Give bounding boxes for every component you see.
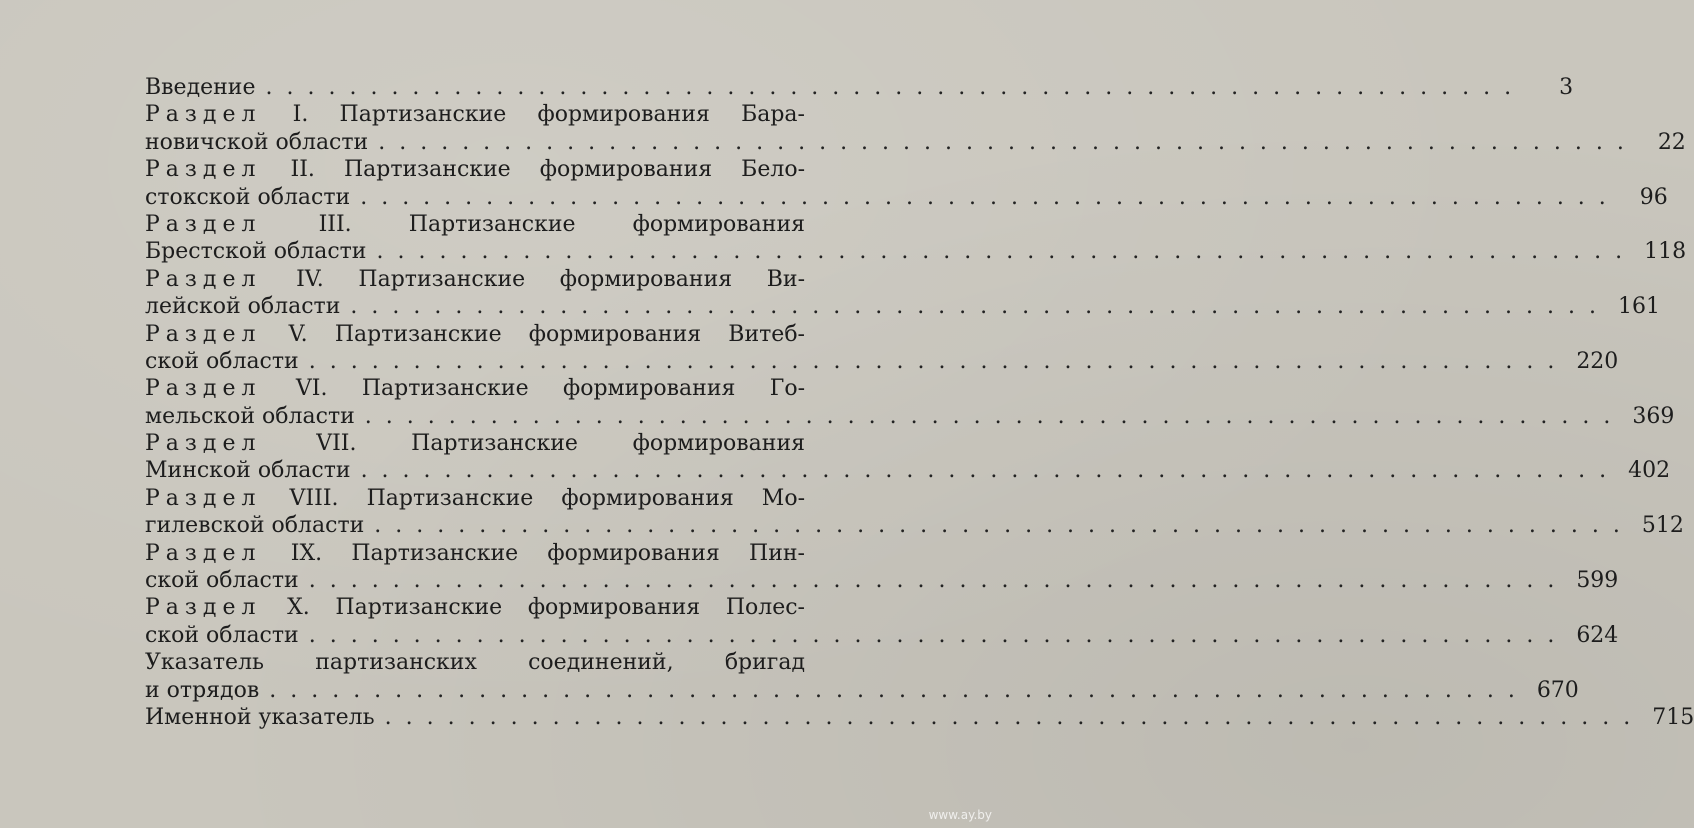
toc-entry	[145, 540, 1619, 595]
page-number: 512	[1641, 513, 1684, 539]
toc-entry-last-line	[145, 184, 1668, 211]
page-number: 402	[1628, 458, 1671, 484]
page-number: 161	[1617, 294, 1660, 320]
toc-entry	[145, 704, 1694, 731]
toc-entry-text: VI. Партизанские формирования Го-	[295, 376, 805, 402]
section-label: Раздел	[145, 485, 262, 511]
toc-entry-last-line	[145, 403, 1675, 430]
leader-dots: ............................................................	[378, 129, 1638, 155]
toc-entry	[145, 211, 1687, 266]
toc-entry	[145, 485, 1684, 540]
toc-entry-text: и отрядов	[145, 677, 260, 703]
toc-entry-text: лейской области	[145, 294, 341, 320]
toc-entry	[145, 74, 1574, 101]
toc-entry-line	[145, 375, 805, 402]
leader-dots: ............................................................	[360, 184, 1620, 210]
section-label: Раздел	[145, 376, 262, 402]
toc-entry	[145, 321, 1619, 376]
page-number: 624	[1576, 622, 1619, 648]
toc-entry-text: ской области	[145, 568, 299, 594]
toc-entry-text: ской области	[145, 348, 299, 374]
toc-entry-last-line	[145, 238, 1687, 265]
leader-dots: ............................................................	[364, 403, 1625, 429]
toc-entry-text: ской области	[145, 622, 299, 648]
page-number: 3	[1559, 75, 1574, 100]
page-number: 220	[1576, 348, 1619, 374]
toc-entry-text: мельской области	[145, 403, 355, 429]
page-number: 118	[1644, 239, 1687, 265]
leader-dots: ............................................................	[376, 239, 1637, 265]
toc-entry-last-line	[145, 457, 1671, 484]
leader-dots: ............................................................	[269, 677, 1529, 703]
toc-entry-line	[145, 101, 805, 128]
toc-entry	[145, 156, 1668, 211]
leader-dots: ............................................................	[350, 294, 1610, 320]
leader-dots: ............................................................	[360, 458, 1621, 484]
section-label: Раздел	[145, 211, 262, 237]
toc-entry-text: X. Партизанские формирования Полес-	[287, 595, 805, 621]
toc-entry-text: Введение	[145, 75, 256, 100]
table-of-contents	[145, 74, 1694, 731]
toc-entry-text: новичской области	[145, 129, 369, 155]
toc-entry-last-line	[145, 677, 1579, 704]
toc-entry-text: V. Партизанские формирования Витеб-	[288, 321, 805, 347]
toc-entry-text: II. Партизанские формирования Бело-	[290, 157, 805, 183]
toc-entry-last-line	[145, 348, 1619, 375]
section-label: Раздел	[145, 157, 262, 183]
toc-entry-last-line	[145, 512, 1684, 539]
leader-dots: ............................................................	[308, 622, 1569, 648]
page-number: 369	[1632, 403, 1675, 429]
section-label: Раздел	[145, 266, 262, 292]
page-number: 599	[1576, 568, 1619, 594]
toc-entry-text: IV. Партизанские формирования Ви-	[296, 266, 805, 292]
toc-entry-text: Минской области	[145, 458, 351, 484]
toc-entry	[145, 101, 1686, 156]
toc-entry-text: III. Партизанские формирования	[318, 211, 805, 237]
toc-entry-text: IX. Партизанские формирования Пин-	[290, 540, 805, 566]
toc-entry-last-line	[145, 704, 1694, 731]
toc-entry-line	[145, 649, 805, 676]
toc-entry-line	[145, 211, 805, 238]
toc-entry-text: гилевской области	[145, 513, 365, 539]
toc-entry-text: VII. Партизанские формирования	[316, 431, 805, 457]
toc-entry-text: I. Партизанские формирования Бара-	[292, 102, 805, 128]
toc-entry-line	[145, 594, 805, 621]
toc-entry-text: Именной указатель	[145, 704, 375, 730]
leader-dots: ............................................................	[374, 513, 1634, 539]
leader-dots: ............................................................	[265, 75, 1526, 100]
page-number: 670	[1536, 677, 1579, 703]
section-label: Раздел	[145, 321, 262, 347]
page-number: 715	[1652, 704, 1694, 730]
toc-entry-text: Указатель партизанских соединений, бригад	[145, 650, 805, 676]
toc-entry	[145, 649, 1579, 704]
section-label: Раздел	[145, 102, 262, 128]
page-number: 96	[1639, 184, 1668, 210]
toc-entry-text: стокской области	[145, 184, 351, 210]
toc-entry-line	[145, 540, 805, 567]
section-label: Раздел	[145, 540, 262, 566]
toc-entry	[145, 266, 1660, 321]
toc-entry-last-line	[145, 293, 1660, 320]
leader-dots: ............................................................	[384, 704, 1645, 730]
toc-entry	[145, 375, 1675, 430]
toc-entry-line	[145, 156, 805, 183]
toc-entry-text: VIII. Партизанские формирования Мо-	[289, 485, 806, 511]
toc-entry-line	[145, 266, 805, 293]
toc-entry-last-line	[145, 622, 1619, 649]
watermark: www.ay.by	[928, 808, 992, 822]
toc-entry-line	[145, 321, 805, 348]
section-label: Раздел	[145, 595, 262, 621]
toc-entry-last-line	[145, 74, 1574, 101]
toc-entry-text: Брестской области	[145, 239, 367, 265]
toc-entry-last-line	[145, 567, 1619, 594]
toc-entry-line	[145, 430, 805, 457]
toc-entry	[145, 430, 1671, 485]
toc-entry-line	[145, 485, 805, 512]
page-number: 22	[1657, 129, 1686, 155]
toc-entry-last-line	[145, 129, 1686, 156]
toc-entry	[145, 594, 1619, 649]
section-label: Раздел	[145, 431, 262, 457]
leader-dots: ............................................................	[308, 348, 1569, 374]
leader-dots: ............................................................	[308, 568, 1569, 594]
